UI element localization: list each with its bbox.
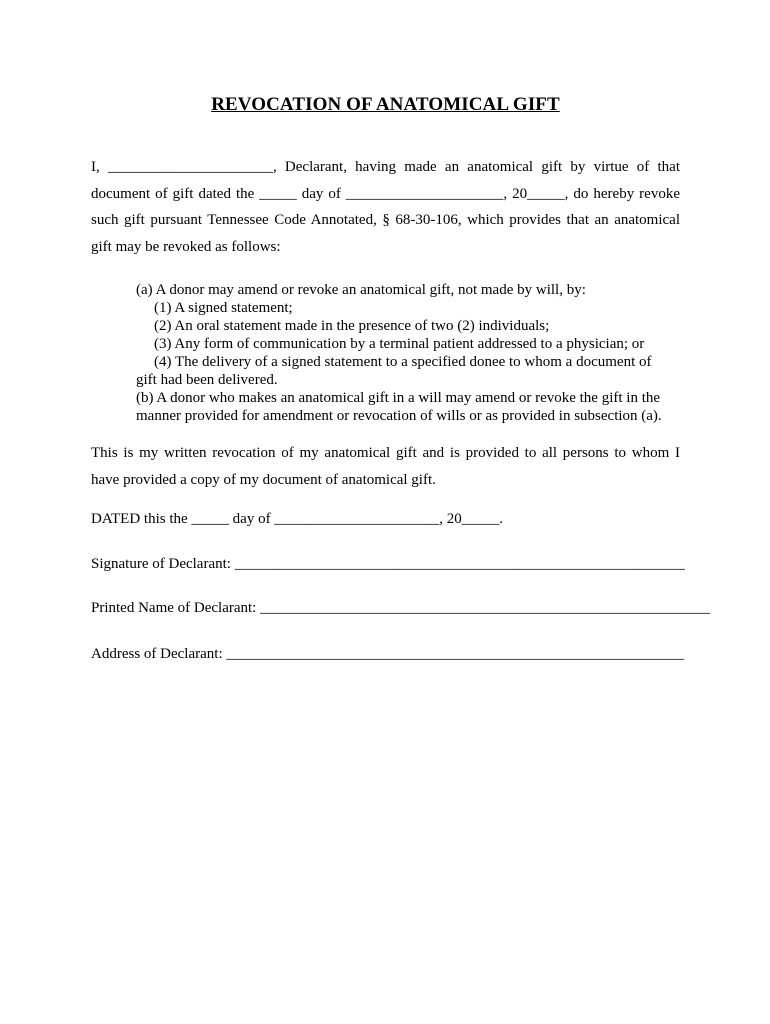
signature-line: Signature of Declarant: ____________________________________________________________ <box>91 556 685 572</box>
statute-quote <box>136 281 676 425</box>
quote-line: gift had been delivered. <box>136 372 278 388</box>
quote-line: manner provided for amendment or revocation of wills or as provided in subsection (a). <box>136 408 662 424</box>
quote-line: (2) An oral statement made in the presence of two (2) individuals; <box>154 318 550 334</box>
intro-line: gift may be revoked as follows: <box>91 238 281 255</box>
printed-name-line: Printed Name of Declarant: ____________________________________________________________ <box>91 600 711 616</box>
quote-line: (1) A signed statement; <box>154 300 293 316</box>
dated-line: DATED this the _____ day of ______________________, 20_____. <box>91 511 504 527</box>
intro-line: I, ______________________, Declarant, having made an anatomical gift by virtue of that <box>91 159 680 175</box>
address-line: Address of Declarant: _____________________________________________________________ <box>91 646 684 662</box>
quote-line: (3) Any form of communication by a terminal patient addressed to a physician; or <box>154 336 645 352</box>
intro-line: such gift pursuant Tennessee Code Annotated, § 68-30-106, which provides that an anatomical <box>91 212 680 228</box>
document-title: REVOCATION OF ANATOMICAL GIFT <box>211 94 560 115</box>
quote-line: (a) A donor may amend or revoke an anatomical gift, not made by will, by: <box>136 282 586 298</box>
statement-line: This is my written revocation of my anatomical gift and is provided to all persons to whom I <box>91 445 680 461</box>
quote-line: (b) A donor who makes an anatomical gift in a will may amend or revoke the gift in the <box>136 390 661 406</box>
quote-line: (4) The delivery of a signed statement to a specified donee to whom a document of <box>154 354 652 370</box>
intro-line: document of gift dated the _____ day of _____________________, 20_____, do hereby revoke <box>91 185 680 202</box>
intro-paragraph <box>91 154 680 260</box>
revocation-statement <box>91 440 680 493</box>
statement-line: have provided a copy of my document of anatomical gift. <box>91 471 436 488</box>
